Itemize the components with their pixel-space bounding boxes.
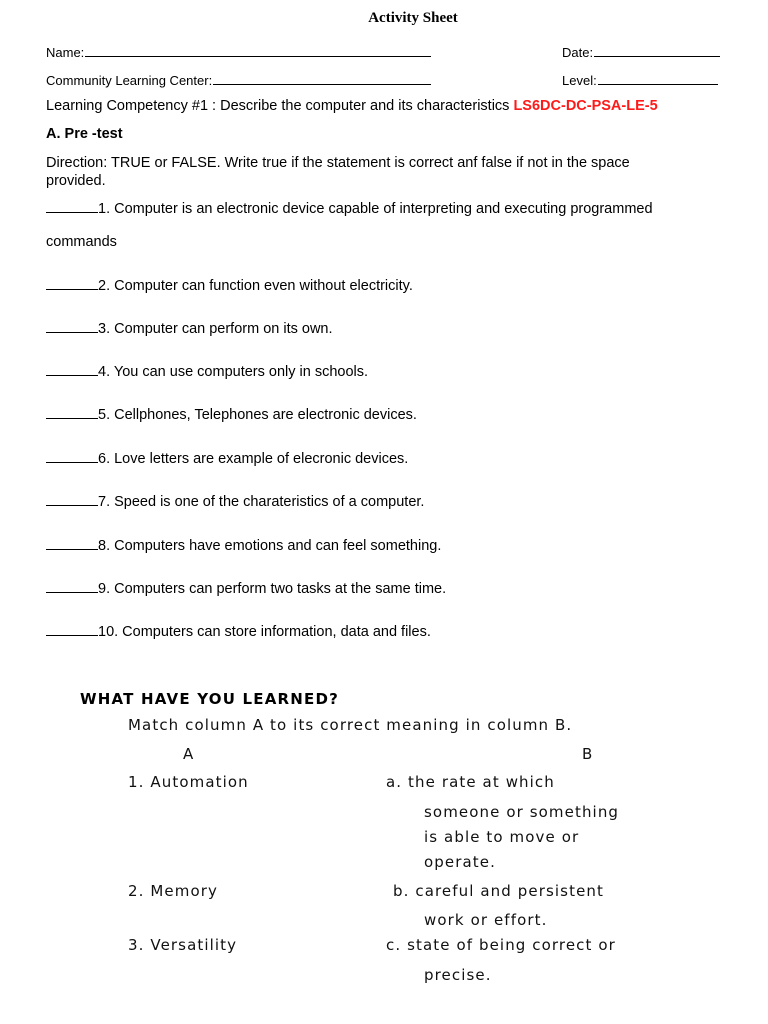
quiz-item bbox=[46, 493, 424, 510]
date-blank bbox=[594, 44, 720, 57]
item-text: 3. Computer can perform on its own. bbox=[98, 321, 333, 337]
name-field bbox=[46, 44, 431, 60]
item-text: 8. Computers have emotions and can feel something. bbox=[98, 538, 442, 554]
level-blank bbox=[598, 72, 718, 85]
competency-code: LS6DC-DC-PSA-LE-5 bbox=[513, 98, 658, 114]
learning-competency bbox=[46, 98, 658, 114]
item-text: 1. Computer is an electronic device capable of interpreting and executing programmed bbox=[98, 201, 653, 217]
item-text: 7. Speed is one of the charateristics of a computer. bbox=[98, 494, 425, 510]
answer-blank bbox=[46, 493, 98, 506]
item-text: 5. Cellphones, Telephones are electronic devices. bbox=[98, 407, 417, 423]
name-label: Name: bbox=[46, 45, 85, 60]
center-label: Community Learning Center: bbox=[46, 73, 213, 88]
level-label: Level: bbox=[562, 73, 597, 88]
answer-blank bbox=[46, 363, 98, 376]
answer-blank bbox=[46, 623, 98, 636]
match-meaning-line: precise. bbox=[424, 966, 492, 984]
match-meaning: a. the rate at which bbox=[386, 773, 555, 791]
answer-blank bbox=[46, 406, 98, 419]
item-text: 10. Computers can store information, data and files. bbox=[98, 624, 431, 640]
match-term: 1. Automation bbox=[128, 773, 249, 791]
quiz-item bbox=[46, 200, 653, 217]
quiz-item bbox=[46, 363, 368, 380]
date-field bbox=[562, 44, 720, 60]
quiz-item bbox=[46, 450, 408, 467]
item-text: 6. Love letters are example of elecronic devices. bbox=[98, 451, 409, 467]
quiz-item bbox=[46, 277, 413, 294]
match-meaning-line: work or effort. bbox=[424, 911, 548, 929]
column-a-header: A bbox=[183, 745, 195, 763]
match-meaning: b. careful and persistent bbox=[393, 882, 604, 900]
match-meaning-line: someone or something bbox=[424, 803, 620, 821]
sheet-title: Activity Sheet bbox=[368, 10, 458, 26]
answer-blank bbox=[46, 450, 98, 463]
center-blank bbox=[213, 72, 431, 85]
direction-text: Direction: TRUE or FALSE. Write true if the statement is correct anf false if not in the space provided. bbox=[46, 155, 630, 189]
item-text: 4. You can use computers only in schools. bbox=[98, 364, 369, 380]
quiz-item bbox=[46, 623, 431, 640]
match-meaning-line: operate. bbox=[424, 853, 496, 871]
answer-blank bbox=[46, 277, 98, 290]
center-field bbox=[46, 72, 431, 88]
quiz-item bbox=[46, 406, 417, 423]
match-instruction: Match column A to its correct meaning in column B. bbox=[128, 716, 573, 734]
date-label: Date: bbox=[562, 45, 594, 60]
item-text: 2. Computer can function even without electricity. bbox=[98, 278, 413, 294]
quiz-item bbox=[46, 580, 446, 597]
name-blank bbox=[85, 44, 431, 57]
quiz-item-continuation: commands bbox=[46, 234, 117, 250]
match-term: 3. Versatility bbox=[128, 936, 238, 954]
answer-blank bbox=[46, 537, 98, 550]
item-text: 9. Computers can perform two tasks at the same time. bbox=[98, 581, 447, 597]
competency-text: Learning Competency #1 : Describe the computer and its characteristics bbox=[46, 98, 514, 114]
match-meaning: c. state of being correct or bbox=[386, 936, 616, 954]
answer-blank bbox=[46, 200, 98, 213]
answer-blank bbox=[46, 320, 98, 333]
match-term: 2. Memory bbox=[128, 882, 218, 900]
quiz-item bbox=[46, 537, 441, 554]
section-a-heading: A. Pre -test bbox=[46, 126, 123, 142]
answer-blank bbox=[46, 580, 98, 593]
column-b-header: B bbox=[582, 745, 594, 763]
level-field bbox=[562, 72, 718, 88]
match-meaning-line: is able to move or bbox=[424, 828, 580, 846]
learned-heading: WHAT HAVE YOU LEARNED? bbox=[80, 690, 340, 708]
quiz-item bbox=[46, 320, 333, 337]
